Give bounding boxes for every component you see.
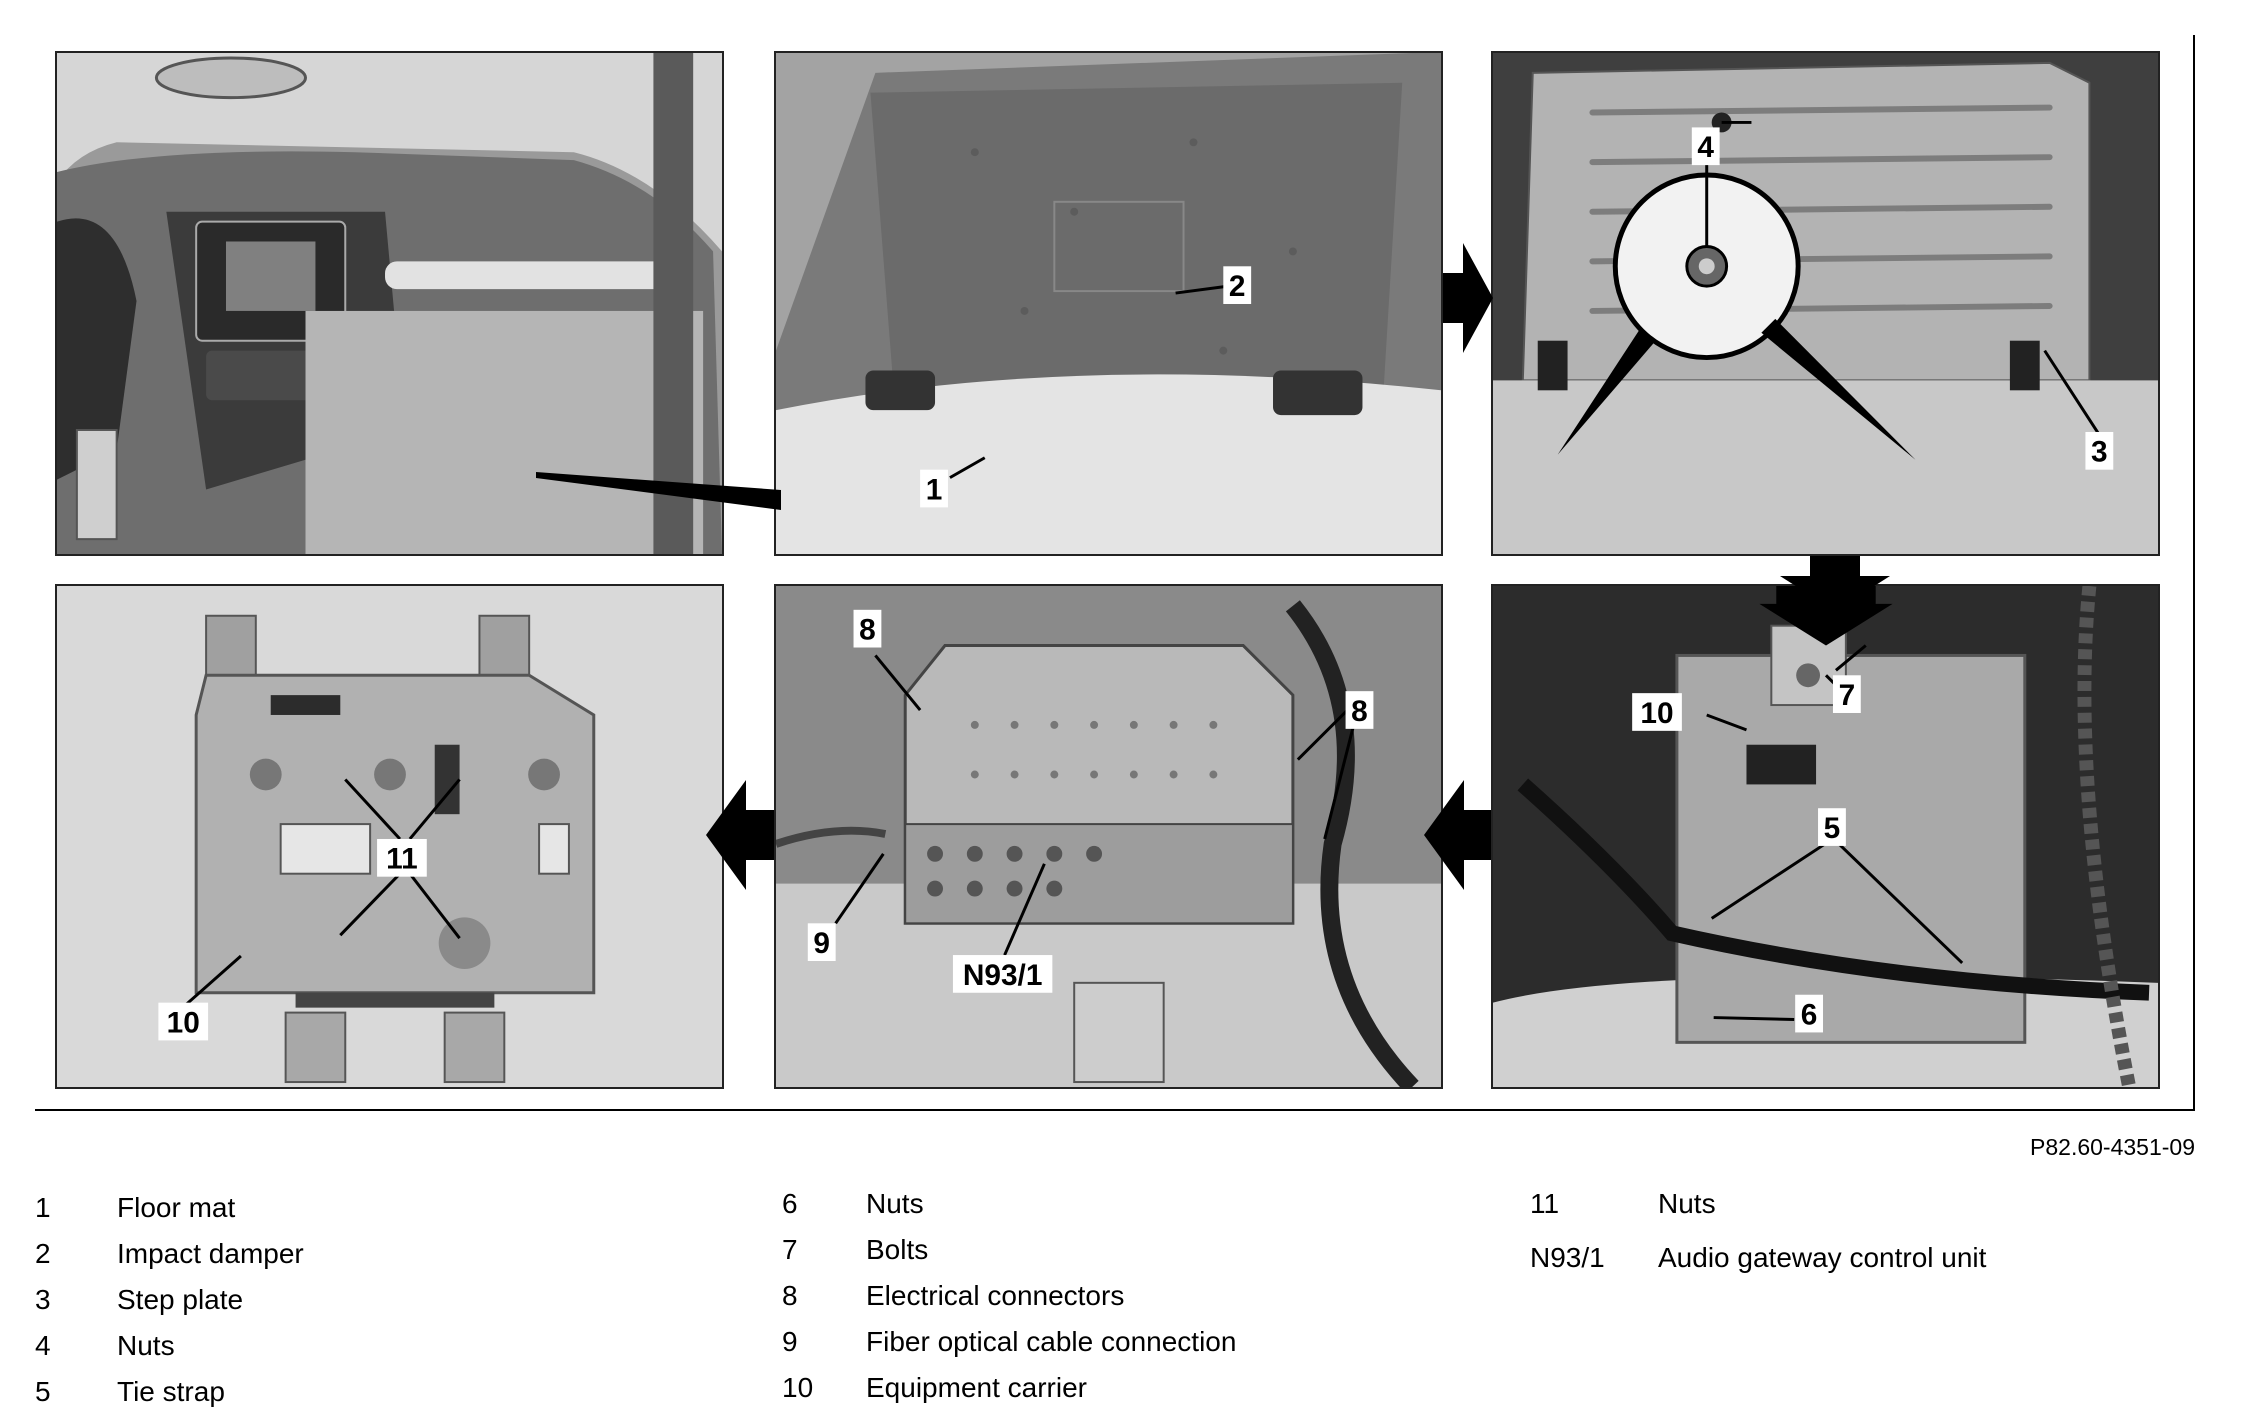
figure-part-number: P82.60-4351-09 <box>2030 1134 2195 1160</box>
callout-1: 1 <box>925 473 943 507</box>
legend-number: 9 <box>782 1326 798 1357</box>
legend-description: Impact damper <box>117 1238 304 1269</box>
callout-11: 11 <box>386 842 418 876</box>
callout-5: 5 <box>1823 812 1841 845</box>
callout-2: 2 <box>1228 270 1246 304</box>
legend-number: N93/1 <box>1530 1242 1605 1273</box>
legend-number: 2 <box>35 1238 51 1269</box>
legend-description: Nuts <box>866 1188 924 1219</box>
pointer-line <box>536 460 781 520</box>
arrow-left-icon <box>1424 780 1491 890</box>
legend-description: Tie strap <box>117 1376 225 1407</box>
callout-n93-1: N93/1 <box>962 958 1043 992</box>
legend-number: 8 <box>782 1280 798 1311</box>
legend-description: Nuts <box>117 1330 175 1361</box>
legend-description: Equipment carrier <box>866 1372 1087 1403</box>
callout-10: 10 <box>1640 696 1674 730</box>
callout-4: 4 <box>1697 131 1715 165</box>
legend-number: 5 <box>35 1376 51 1407</box>
callout-9: 9 <box>813 927 831 961</box>
legend-number: 10 <box>782 1372 814 1403</box>
legend-description: Step plate <box>117 1284 244 1315</box>
callout-3: 3 <box>2091 435 2108 469</box>
callout-8a: 8 <box>859 613 876 647</box>
legend-description: Floor mat <box>117 1192 236 1223</box>
legend-description: Electrical connectors <box>866 1280 1125 1311</box>
legend-description: Fiber optical cable connection <box>866 1326 1237 1357</box>
callout-8b: 8 <box>1351 694 1368 728</box>
legend-description: Audio gateway control unit <box>1658 1242 1987 1273</box>
photo-equipment-carrier-removed <box>55 584 724 1089</box>
legend-description: Bolts <box>866 1234 929 1265</box>
photo-step-plate <box>1491 51 2160 556</box>
callout-7: 7 <box>1838 679 1856 713</box>
arrow-left-icon <box>706 780 774 890</box>
arrow-down-icon <box>1780 556 1890 611</box>
legend-number: 11 <box>1530 1188 1560 1219</box>
legend-number: 4 <box>35 1330 51 1361</box>
photo-impact-damper <box>774 51 1443 556</box>
legend-number: 3 <box>35 1284 51 1315</box>
arrow-right-icon <box>1443 243 1493 353</box>
legend-number: 1 <box>35 1192 51 1223</box>
callout-10b: 10 <box>166 1006 200 1040</box>
photo-audio-gateway-unit <box>774 584 1443 1089</box>
legend-description: Nuts <box>1658 1188 1716 1219</box>
callout-6: 6 <box>1800 998 1818 1032</box>
photo-equipment-carrier-installed <box>1491 584 2160 1089</box>
legend-number: 6 <box>782 1188 798 1219</box>
legend-number: 7 <box>782 1234 798 1265</box>
